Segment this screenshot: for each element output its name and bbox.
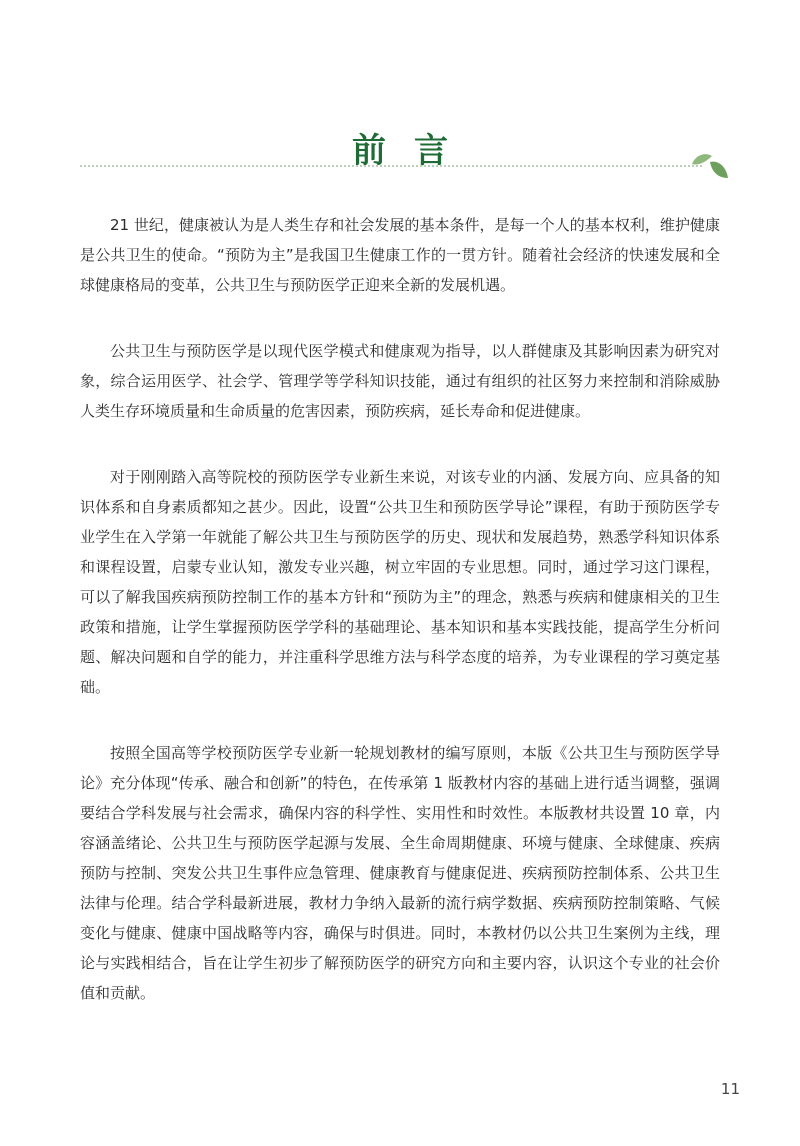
page-number: 11: [720, 1080, 740, 1098]
leaf-ornament-icon: [688, 148, 732, 184]
dotted-divider: [80, 165, 702, 167]
paragraph-1: 21 世纪，健康被认为是人类生存和社会发展的基本条件，是每一个人的基本权利，维护健康是公共卫生的使命。“预防为主”是我国卫生健康工作的一贯方针。随着社会经济的快速发展和全球健康格局的变革，公共卫生与预防医学正迎来全新的发展机遇。: [80, 216, 720, 294]
paragraph-3: 对于刚刚踏入高等院校的预防医学专业新生来说，对该专业的内涵、发展方向、应具备的知识体系和自身素质都知之甚少。因此，设置“公共卫生和预防医学导论”课程，有助于预防医学专业学生在入学第一年就能了解公共卫生与预防医学的历史、现状和发展趋势，熟悉学科知识体系和课程设置，启蒙专业认知，激发专业兴趣，树立牢固的专业思想。同时，通过学习这门课程，可以了解我国疾病预防控制工作的基本方针和“预防为主”的理念，熟悉与疾病和健康相关的卫生政策和措施，让学生掌握预防医学学科的基础理论、基本知识和基本实践技能，提高学生分析问题、解决问题和自学的能力，并注重科学思维方法与科学态度的培养，为专业课程的学习奠定基础。: [80, 468, 720, 696]
paragraph-2: 公共卫生与预防医学是以现代医学模式和健康观为指导，以人群健康及其影响因素为研究对象，综合运用医学、社会学、管理学等学科知识技能，通过有组织的社区努力来控制和消除威胁人类生存环境质量和生命质量的危害因素，预防疾病，延长寿命和促进健康。: [80, 342, 720, 420]
paragraph-4: 按照全国高等学校预防医学专业新一轮规划教材的编写原则，本版《公共卫生与预防医学导论》充分体现“传承、融合和创新”的特色，在传承第 1 版教材内容的基础上进行适当调整，强调要结合学科发展与社会需求，确保内容的科学性、实用性和时效性。本版教材共设置 10 章，内容涵盖绪论、公共卫生与预防医学起源与发展、全生命周期健康、环境与健康、全球健康、疾病预防与控制、突发公共卫生事件应急管理、健康教育与健康促进、疾病预防控制体系、公共卫生法律与伦理。结合学科最新进展，教材力争纳入最新的流行病学数据、疾病预防控制策略、气候变化与健康、健康中国战略等内容，确保与时俱进。同时，本教材仍以公共卫生案例为主线，理论与实践相结合，旨在让学生初步了解预防医学的研究方向和主要内容，认识这个专业的社会价值和贡献。: [80, 744, 720, 1002]
page-title: 前言: [352, 130, 476, 171]
preface-body: [80, 210, 720, 1044]
